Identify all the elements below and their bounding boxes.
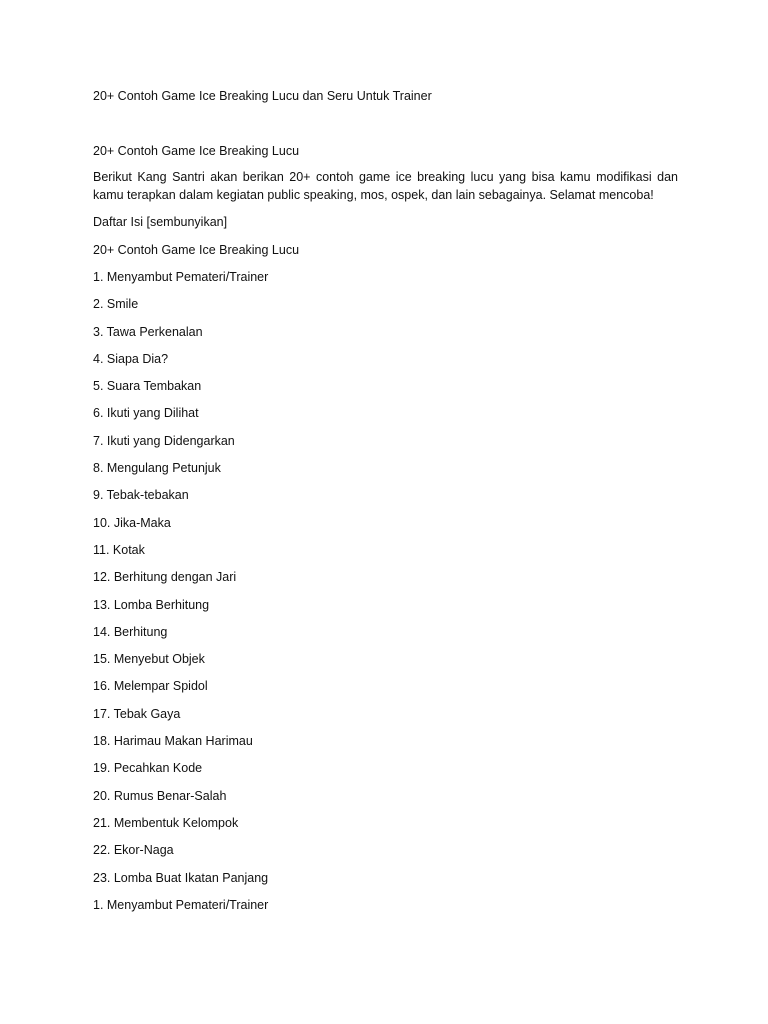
toc-item: 9. Tebak-tebakan [93, 488, 189, 503]
toc-item: 17. Tebak Gaya [93, 706, 181, 721]
toc-item: 4. Siapa Dia? [93, 351, 169, 366]
toc-item: 7. Ikuti yang Didengarkan [93, 433, 235, 448]
toc-item: 6. Ikuti yang Dilihat [93, 406, 199, 421]
toc-item: 23. Lomba Buat Ikatan Panjang [93, 870, 269, 885]
section-heading: 20+ Contoh Game Ice Breaking Lucu [93, 144, 300, 158]
toc-item: 1. Menyambut Pemateri/Trainer [93, 270, 269, 284]
toc-item: 2. Smile [93, 297, 139, 312]
toc-item: 16. Melempar Spidol [93, 679, 208, 694]
toc-item: 14. Berhitung [93, 624, 168, 639]
toc-item: 3. Tawa Perkenalan [93, 324, 203, 339]
toc-item: 8. Mengulang Petunjuk [93, 461, 221, 476]
toc-item: 10. Jika-Maka [93, 515, 171, 530]
toc-item: 15. Menyebut Objek [93, 652, 205, 667]
toc-heading: 20+ Contoh Game Ice Breaking Lucu [93, 243, 300, 257]
toc-item: 5. Suara Tembakan [93, 379, 202, 394]
toc-label: Daftar Isi [sembunyikan] [93, 215, 228, 229]
intro-paragraph: Berikut Kang Santri akan berikan 20+ contoh game ice breaking lucu yang bisa kamu modifikasi dan kamu terapkan dalam kegiatan public speaking, mos, ospek, dan lain sebagainya. Selamat mencoba! [93, 170, 678, 202]
toc-item: 18. Harimau Makan Harimau [93, 734, 253, 749]
toc-item: 12. Berhitung dengan Jari [93, 570, 237, 585]
toc-item: 21. Membentuk Kelompok [93, 815, 239, 830]
toc-item: 20. Rumus Benar-Salah [93, 788, 227, 803]
toc-item: 19. Pecahkan Kode [93, 761, 203, 776]
toc-item: 22. Ekor-Naga [93, 843, 174, 858]
toc-item: 11. Kotak [93, 542, 145, 557]
toc-item: 13. Lomba Berhitung [93, 597, 210, 612]
table-of-contents [93, 269, 268, 924]
document-title: 20+ Contoh Game Ice Breaking Lucu dan Seru Untuk Trainer [93, 89, 432, 103]
toc-item: 1. Menyambut Pemateri/Trainer [93, 897, 269, 912]
